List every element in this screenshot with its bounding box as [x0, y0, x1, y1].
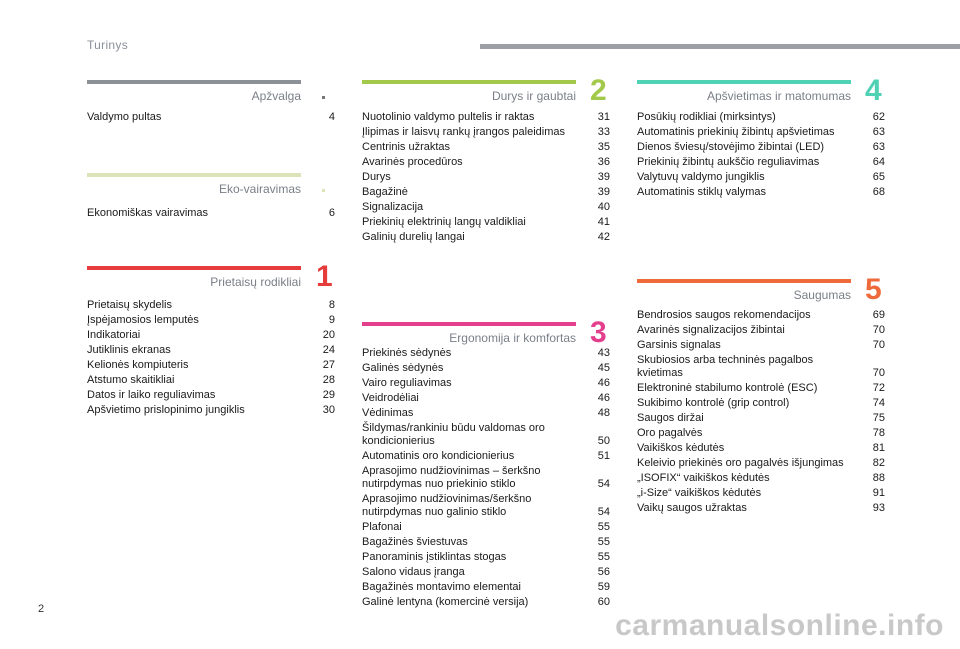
toc-entry-page: 28	[322, 374, 335, 386]
toc-entry-label: Signalizacija	[362, 201, 424, 213]
toc-entry[interactable]	[362, 493, 610, 519]
toc-entry-page: 24	[322, 344, 335, 356]
toc-entry-page: 54	[597, 478, 610, 490]
toc-entry-page: 63	[872, 126, 885, 138]
toc-entry-page: 33	[597, 126, 610, 138]
toc-entry-label: Garsinis signalas	[637, 339, 721, 351]
toc-entry[interactable]	[637, 126, 885, 139]
toc-entry-page: 72	[872, 382, 885, 394]
toc-entry-label: Bagažinės montavimo elementai	[362, 581, 521, 593]
toc-entry-label: Durys	[362, 171, 391, 183]
toc-entry[interactable]	[637, 111, 885, 124]
toc-entry-page: 42	[597, 231, 610, 243]
toc-entry-label: Šildymas/rankiniu būdu valdomas oro kondicionierius	[362, 422, 545, 447]
toc-entry[interactable]	[362, 392, 610, 405]
toc-entry-label: Įspėjamosios lemputės	[87, 314, 199, 326]
toc-entry-page: 56	[597, 566, 610, 578]
toc-entry-page: 20	[322, 329, 335, 341]
section-apzvalga	[87, 80, 301, 104]
toc-entry-page: 27	[322, 359, 335, 371]
toc-entry[interactable]	[362, 465, 610, 491]
toc-entry-page: 46	[597, 392, 610, 404]
toc-list-durys	[362, 111, 610, 246]
toc-entry-page: 74	[872, 397, 885, 409]
toc-entry-label: Kelionės kompiuteris	[87, 359, 189, 371]
section-title[interactable]: Ergonomija ir komfortas	[449, 331, 576, 345]
toc-entry[interactable]	[362, 407, 610, 420]
toc-entry-label: Posūkių rodikliai (mirksintys)	[637, 111, 776, 123]
section-apsvietimas	[637, 80, 851, 104]
toc-entry[interactable]	[637, 354, 885, 380]
toc-entry[interactable]	[87, 329, 335, 342]
toc-entry[interactable]	[637, 382, 885, 395]
toc-entry-page: 30	[322, 404, 335, 416]
toc-entry[interactable]	[362, 596, 610, 609]
toc-entry[interactable]	[87, 299, 335, 312]
section-title[interactable]: Durys ir gaubtai	[491, 89, 576, 103]
section-ergonomija	[362, 322, 576, 346]
toc-entry-label: Veidrodėliai	[362, 392, 419, 404]
toc-entry-page: 63	[872, 141, 885, 153]
toc-entry-page: 6	[328, 207, 335, 219]
section-bar	[362, 80, 576, 84]
toc-entry-label: Plafonai	[362, 521, 402, 533]
page-number: 2	[38, 603, 45, 615]
section-number: 3	[590, 316, 607, 349]
toc-entry[interactable]	[362, 216, 610, 229]
toc-entry[interactable]	[637, 309, 885, 322]
toc-entry-page: 8	[328, 299, 335, 311]
section-number: 4	[865, 74, 882, 107]
toc-entry-page: 78	[872, 427, 885, 439]
toc-entry-page: 69	[872, 309, 885, 321]
toc-entry-page: 43	[597, 347, 610, 359]
toc-entry-label: „ISOFIX“ vaikiškos kėdutės	[637, 472, 770, 484]
toc-list-prietaisu	[87, 299, 335, 419]
toc-list-apzvalga	[87, 111, 335, 126]
section-prietaisu	[87, 266, 301, 290]
toc-entry-label: Atstumo skaitikliai	[87, 374, 175, 386]
section-title[interactable]: Apžvalga	[251, 89, 301, 103]
toc-entry-page: 70	[872, 339, 885, 351]
toc-entry-page: 55	[597, 551, 610, 563]
toc-entry[interactable]	[637, 502, 885, 515]
toc-entry-label: Aprasojimo nudžiovinimas – šerkšno nutirpdymas nuo priekinio stiklo	[362, 465, 541, 490]
toc-entry-page: 91	[872, 487, 885, 499]
toc-entry[interactable]	[637, 412, 885, 425]
toc-entry-label: Keleivio priekinės oro pagalvės išjungimas	[637, 457, 844, 469]
section-number: 1	[316, 260, 333, 293]
section-eko	[87, 173, 301, 197]
toc-entry[interactable]	[362, 362, 610, 375]
section-title[interactable]: Saugumas	[793, 288, 851, 302]
toc-entry[interactable]	[87, 404, 335, 417]
toc-entry-page: 31	[597, 111, 610, 123]
toc-entry-label: Ekonomiškas vairavimas	[87, 207, 209, 219]
toc-entry-label: Vaikų saugos užraktas	[637, 502, 747, 514]
toc-entry-label: Įlipimas ir laisvų rankų įrangos paleidimas	[362, 126, 565, 138]
toc-entry-label: Dienos šviesų/stovėjimo žibintai (LED)	[637, 141, 825, 153]
toc-entry-page: 39	[597, 171, 610, 183]
toc-entry-page: 93	[872, 502, 885, 514]
toc-entry-label: Galinių durelių langai	[362, 231, 465, 243]
toc-entry[interactable]	[362, 141, 610, 154]
toc-entry[interactable]	[637, 339, 885, 352]
toc-entry-page: 70	[872, 367, 885, 379]
toc-entry[interactable]	[362, 377, 610, 390]
toc-entry[interactable]	[362, 156, 610, 169]
toc-entry-label: Priekinių žibintų aukščio reguliavimas	[637, 156, 820, 168]
toc-entry[interactable]	[362, 201, 610, 214]
toc-entry[interactable]	[637, 487, 885, 500]
toc-entry-label: Prietaisų skydelis	[87, 299, 172, 311]
toc-entry-page: 88	[872, 472, 885, 484]
toc-entry-label: Salono vidaus įranga	[362, 566, 465, 578]
toc-entry-page: 50	[597, 435, 610, 447]
section-bar	[87, 80, 301, 84]
toc-entry[interactable]	[637, 427, 885, 440]
toc-entry-label: Bagažinės šviestuvas	[362, 536, 468, 548]
toc-entry[interactable]	[362, 551, 610, 564]
section-title[interactable]: Apšvietimas ir matomumas	[706, 89, 851, 103]
toc-entry-label: Galinės sėdynės	[362, 362, 444, 374]
toc-entry[interactable]	[87, 207, 335, 220]
toc-entry-label: Automatinis stiklų valymas	[637, 186, 766, 198]
toc-entry[interactable]	[87, 111, 335, 124]
toc-entry-page: 4	[328, 111, 335, 123]
toc-entry-page: 48	[597, 407, 610, 419]
toc-entry-page: 55	[597, 521, 610, 533]
section-bar	[637, 80, 851, 84]
toc-entry-page: 45	[597, 362, 610, 374]
toc-entry-page: 29	[322, 389, 335, 401]
toc-entry[interactable]	[87, 344, 335, 357]
toc-entry-label: Saugos diržai	[637, 412, 704, 424]
toc-entry-page: 62	[872, 111, 885, 123]
toc-entry[interactable]	[637, 442, 885, 455]
toc-entry-page: 81	[872, 442, 885, 454]
toc-entry-page: 68	[872, 186, 885, 198]
toc-entry-page: 39	[597, 186, 610, 198]
toc-entry-label: Priekinių elektrinių langų valdikliai	[362, 216, 526, 228]
toc-entry[interactable]	[87, 314, 335, 327]
toc-entry[interactable]	[637, 397, 885, 410]
section-number: 2	[590, 74, 607, 107]
toc-entry-page: 75	[872, 412, 885, 424]
header-title: Turinys	[87, 38, 128, 52]
toc-entry[interactable]	[87, 374, 335, 387]
section-saugumas	[637, 279, 851, 303]
toc-entry-label: Centrinis užraktas	[362, 141, 451, 153]
toc-entry[interactable]	[362, 521, 610, 534]
toc-entry-label: Skubiosios arba techninės pagalbos kvietimas	[637, 354, 814, 379]
watermark: carmanualsonline.info	[615, 609, 944, 642]
section-bar	[87, 173, 301, 177]
toc-entry-page: 36	[597, 156, 610, 168]
toc-list-saugumas	[637, 309, 885, 517]
toc-entry-page: 51	[597, 450, 610, 462]
toc-entry[interactable]	[362, 581, 610, 594]
toc-entry-label: Bagažinė	[362, 186, 408, 198]
toc-entry[interactable]	[637, 324, 885, 337]
toc-entry-label: „i-Size“ vaikiškos kėdutės	[637, 487, 762, 499]
section-durys	[362, 80, 576, 104]
section-number: 5	[865, 273, 882, 306]
toc-entry-label: Oro pagalvės	[637, 427, 703, 439]
toc-entry[interactable]	[362, 347, 610, 360]
section-bar	[87, 266, 301, 270]
toc-entry-label: Galinė lentyna (komercinė versija)	[362, 596, 529, 608]
toc-entry-label: Jutiklinis ekranas	[87, 344, 171, 356]
toc-entry[interactable]	[362, 231, 610, 244]
toc-entry[interactable]	[637, 171, 885, 184]
toc-entry-page: 60	[597, 596, 610, 608]
section-title[interactable]: Prietaisų rodikliai	[210, 275, 301, 289]
toc-entry-label: Nuotolinio valdymo pultelis ir raktas	[362, 111, 535, 123]
toc-entry[interactable]	[362, 126, 610, 139]
toc-entry-label: Valdymo pultas	[87, 111, 162, 123]
toc-entry-label: Vairo reguliavimas	[362, 377, 452, 389]
toc-entry-page: 55	[597, 536, 610, 548]
toc-entry-label: Avarinės signalizacijos žibintai	[637, 324, 785, 336]
toc-entry-label: Sukibimo kontrolė (grip control)	[637, 397, 790, 409]
toc-entry[interactable]	[637, 472, 885, 485]
toc-entry[interactable]	[637, 457, 885, 470]
section-marker-dot	[322, 189, 325, 192]
toc-entry[interactable]	[637, 186, 885, 199]
toc-entry[interactable]	[362, 171, 610, 184]
toc-entry-label: Elektroninė stabilumo kontrolė (ESC)	[637, 382, 818, 394]
section-bar	[362, 322, 576, 326]
toc-entry-label: Apšvietimo prislopinimo jungiklis	[87, 404, 245, 416]
toc-entry-label: Indikatoriai	[87, 329, 141, 341]
section-bar	[637, 279, 851, 283]
toc-entry[interactable]	[362, 450, 610, 463]
toc-entry-page: 59	[597, 581, 610, 593]
toc-entry[interactable]	[87, 389, 335, 402]
toc-entry[interactable]	[637, 141, 885, 154]
section-title[interactable]: Eko-vairavimas	[218, 182, 301, 196]
toc-entry-page: 70	[872, 324, 885, 336]
toc-entry-page: 82	[872, 457, 885, 469]
toc-entry-page: 40	[597, 201, 610, 213]
toc-entry-label: Aprasojimo nudžiovinimas/šerkšno nutirpdymas nuo galinio stiklo	[362, 493, 532, 518]
toc-entry-label: Panoraminis įstiklintas stogas	[362, 551, 507, 563]
toc-entry-label: Priekinės sėdynės	[362, 347, 452, 359]
toc-entry[interactable]	[362, 536, 610, 549]
toc-entry[interactable]	[362, 111, 610, 124]
toc-entry-label: Automatinis oro kondicionierius	[362, 450, 515, 462]
toc-entry-label: Valytuvų valdymo jungiklis	[637, 171, 765, 183]
toc-entry-label: Vaikiškos kėdutės	[637, 442, 725, 454]
toc-entry-label: Datos ir laiko reguliavimas	[87, 389, 216, 401]
toc-list-ergonomija	[362, 347, 610, 611]
toc-entry-label: Avarinės procedūros	[362, 156, 463, 168]
toc-entry-page: 35	[597, 141, 610, 153]
toc-entry[interactable]	[362, 422, 610, 448]
toc-entry-page: 46	[597, 377, 610, 389]
section-marker-dot	[322, 96, 325, 99]
toc-entry[interactable]	[87, 359, 335, 372]
toc-entry-page: 54	[597, 506, 610, 518]
toc-entry-page: 9	[328, 314, 335, 326]
toc-entry-page: 41	[597, 216, 610, 228]
toc-entry-label: Automatinis priekinių žibintų apšvietimas	[637, 126, 835, 138]
toc-list-apsvietimas	[637, 111, 885, 201]
header-bar	[480, 44, 960, 49]
toc-entry[interactable]	[637, 156, 885, 169]
toc-entry[interactable]	[362, 566, 610, 579]
toc-entry-page: 64	[872, 156, 885, 168]
toc-list-eko	[87, 207, 335, 222]
toc-entry[interactable]	[362, 186, 610, 199]
toc-entry-label: Vėdinimas	[362, 407, 414, 419]
toc-entry-label: Bendrosios saugos rekomendacijos	[637, 309, 811, 321]
toc-entry-page: 65	[872, 171, 885, 183]
